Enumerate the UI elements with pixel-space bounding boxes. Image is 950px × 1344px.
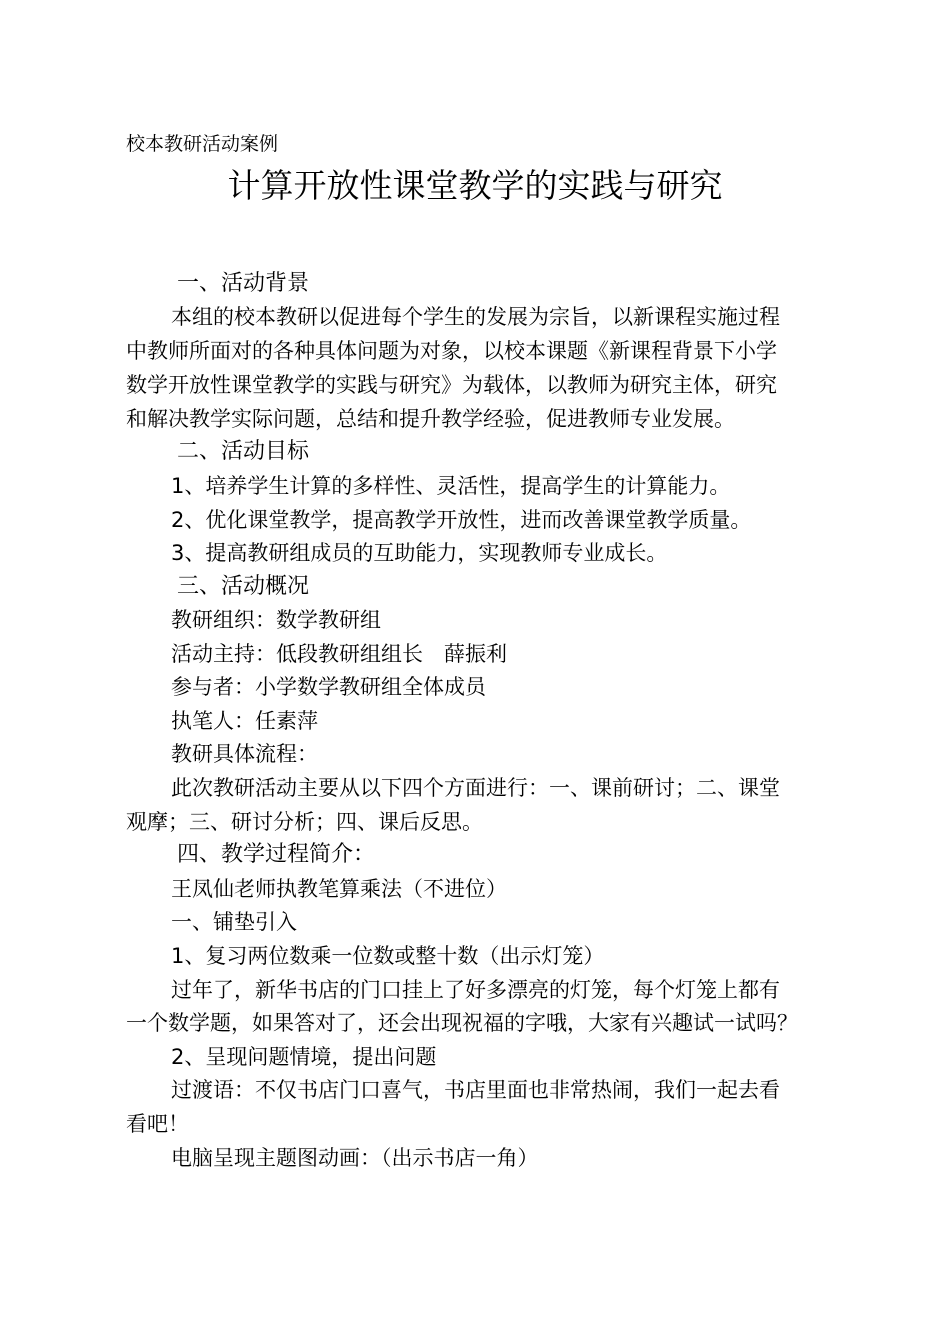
paragraph-line: 中教师所面对的各种具体问题为对象，以校本课题《新课程背景下小学: [126, 339, 777, 363]
paragraph-line: 一个数学题，如果答对了，还会出现祝福的字哦，大家有兴趣试一试吗？: [126, 1011, 798, 1035]
section-heading-overview: 三、活动概况: [177, 574, 310, 599]
page-title: 计算开放性课堂教学的实践与研究: [227, 166, 723, 205]
paragraph-line: 过年了，新华书店的门口挂上了好多漂亮的灯笼，每个灯笼上都有: [171, 978, 780, 1002]
overview-line: 教研组织：数学教研组: [171, 608, 381, 632]
section-heading-background: 一、活动背景: [177, 271, 310, 296]
section-heading-goals: 二、活动目标: [177, 439, 310, 464]
goal-item: 1、培养学生计算的多样性、灵活性，提高学生的计算能力。: [171, 474, 731, 498]
paragraph-line: 看吧！: [126, 1112, 189, 1136]
paragraph-line: 2、呈现问题情境，提出问题: [171, 1045, 437, 1069]
overview-line: 教研具体流程：: [171, 742, 318, 766]
goal-item: 3、提高教研组成员的互助能力，实现教师专业成长。: [171, 541, 668, 565]
paragraph-line: 此次教研活动主要从以下四个方面进行：一、课前研讨；二、课堂: [171, 776, 780, 800]
goal-item: 2、优化课堂教学，提高教学开放性，进而改善课堂教学质量。: [171, 508, 752, 532]
paragraph-line: 本组的校本教研以促进每个学生的发展为宗旨，以新课程实施过程: [171, 305, 780, 329]
paragraph-line: 一、铺垫引入: [171, 910, 297, 934]
paragraph-line: 过渡语：不仅书店门口喜气，书店里面也非常热闹，我们一起去看: [171, 1078, 780, 1102]
paragraph-line: 1、复习两位数乘一位数或整十数（出示灯笼）: [171, 944, 605, 968]
paragraph-line: 王凤仙老师执教笔算乘法（不进位）: [171, 877, 507, 901]
paragraph-line: 数学开放性课堂教学的实践与研究》为载体，以教师为研究主体，研究: [126, 373, 777, 397]
case-label: 校本教研活动案例: [126, 133, 279, 155]
overview-line: 活动主持：低段教研组组长 薛振利: [171, 642, 507, 666]
section-heading-process: 四、教学过程简介：: [177, 842, 376, 867]
overview-line: 参与者：小学数学教研组全体成员: [171, 675, 486, 699]
overview-line: 执笔人：任素萍: [171, 709, 318, 733]
paragraph-line: 和解决教学实际问题，总结和提升教学经验，促进教师专业发展。: [126, 407, 735, 431]
paragraph-line: 观摩；三、研讨分析；四、课后反思。: [126, 810, 483, 834]
paragraph-line: 电脑呈现主题图动画：（出示书店一角）: [171, 1146, 539, 1170]
